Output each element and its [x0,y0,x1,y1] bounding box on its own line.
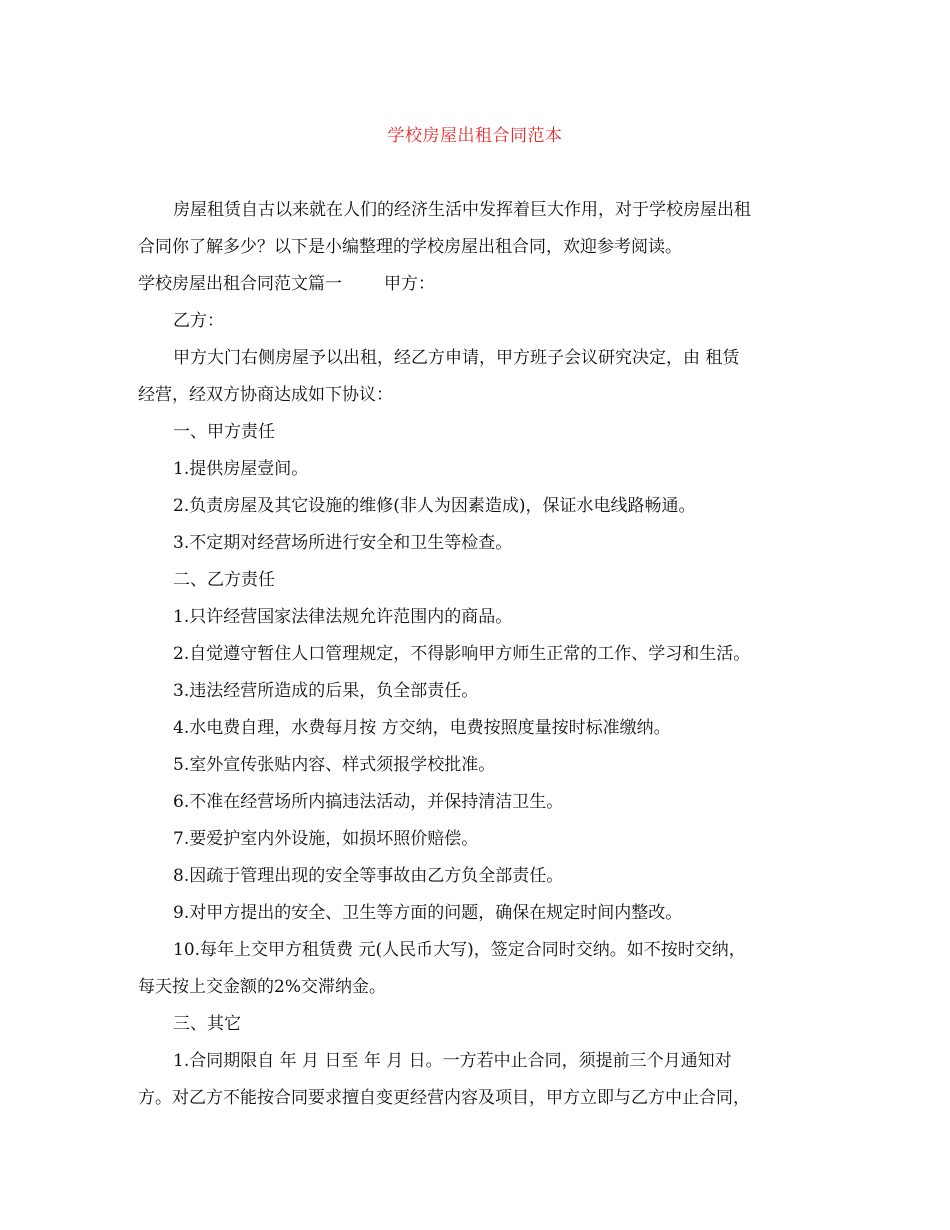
part2-heading: 二、乙方责任 [173,570,275,590]
part2-item: 9.对甲方提出的安全、卫生等方面的问题，确保在规定时间内整改。 [173,903,683,923]
part2-item: 4.水电费自理，水费每月按 方交纳，电费按照度量按时标准缴纳。 [173,718,671,738]
part3-heading: 三、其它 [173,1014,241,1034]
part2-item: 3.违法经营所造成的后果，负全部责任。 [173,681,479,701]
section-heading-line [138,266,828,303]
part2-item-10-line-1: 10.每年上交甲方租赁费 元(人民币大写)，签定合同时交纳。如不按时交纳， [173,940,746,960]
part2-item: 1.只许经营国家法律法规允许范围内的商品。 [173,607,513,627]
part1-heading: 一、甲方责任 [173,422,275,442]
part2-item-10-line-2: 每天按上交金额的2%交滞纳金。 [138,977,386,997]
part2-item: 6.不准在经营场所内搞违法活动，并保持清洁卫生。 [173,792,564,812]
party-a-label: 甲方： [384,274,435,294]
part2-item: 2.自觉遵守暂住人口管理规定，不得影响甲方师生正常的工作、学习和生活。 [173,644,751,664]
intro-line-2: 合同你了解多少？以下是小编整理的学校房屋出租合同，欢迎参考阅读。 [138,237,682,257]
intro-line-1: 房屋租赁自古以来就在人们的经济生活中发挥着巨大作用，对于学校房屋出租 [173,200,751,220]
part2-item: 7.要爱护室内外设施，如损坏照价赔偿。 [173,829,479,849]
document-body [138,192,828,1117]
document-title: 学校房屋出租合同范本 [387,126,563,146]
part1-item: 3.不定期对经营场所进行安全和卫生等检查。 [173,533,513,553]
part2-item: 8.因疏于管理出现的安全等事故由乙方负全部责任。 [173,866,564,886]
preamble-line-1: 甲方大门右侧房屋予以出租，经乙方申请，甲方班子会议研究决定，由 租赁 [173,348,740,368]
part3-item-1-line-1: 1.合同期限自 年 月 日至 年 月 日。一方若中止合同，须提前三个月通知对 [173,1051,732,1071]
part1-item: 2.负责房屋及其它设施的维修(非人为因素造成)，保证水电线路畅通。 [173,496,696,516]
part1-item: 1.提供房屋壹间。 [173,459,309,479]
part2-item: 5.室外宣传张贴内容、样式须报学校批准。 [173,755,496,775]
party-b-label: 乙方： [173,311,224,331]
section-heading: 学校房屋出租合同范文篇一 [138,274,342,294]
part3-item-1-line-2: 方。对乙方不能按合同要求擅自变更经营内容及项目，甲方立即与乙方中止合同， [138,1088,750,1108]
preamble-line-2: 经营，经双方协商达成如下协议： [138,385,393,405]
